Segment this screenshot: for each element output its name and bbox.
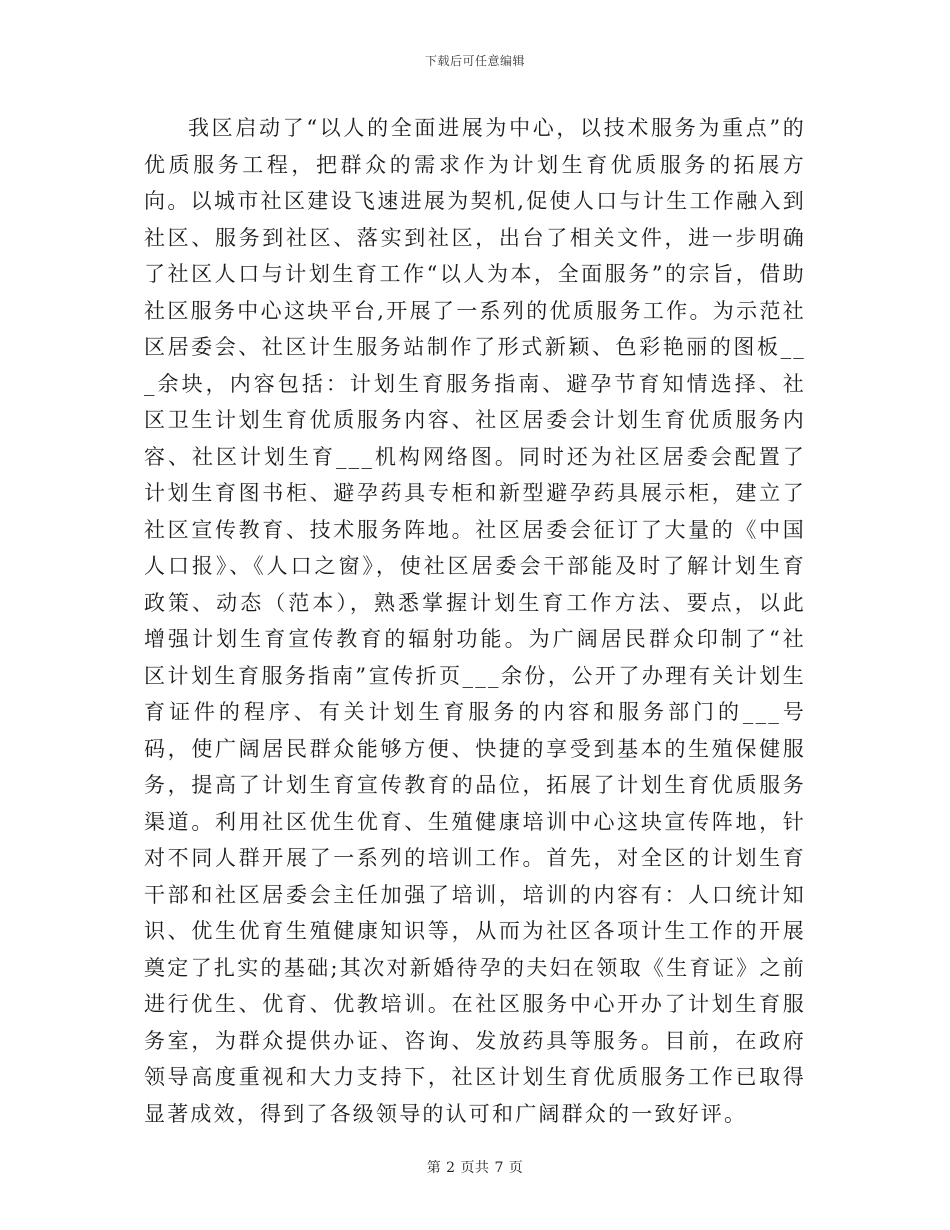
body-paragraph: 我区启动了“以人的全面进展为中心，以技术服务为重点”的优质服务工程，把群众的需求作为计划生育优质服务的拓展方向。以城市社区建设飞速进展为契机,促使人口与计生工作融入到社区、服务到社区、落实到社区，出台了相关文件，进一步明确了社区人口与计划生育工作“以人为本，全面服务”的宗旨，借助社区服务中心这块平台,开展了一系列的优质服务工作。为示范社区居委会、社区计生服务站制作了形式新颖、色彩艳丽的图板___余块，内容包括：计划生育服务指南、避孕节育知情选择、社区卫生计划生育优质服务内容、社区居委会计划生育优质服务内容、社区计划生育___机构网络图。同时还为社区居委会配置了计划生育图书柜、避孕药具专柜和新型避孕药具展示柜，建立了社区宣传教育、技术服务阵地。社区居委会征订了大量的《中国人口报》、《人口之窗》，使社区居委会干部能及时了解计划生育政策、动态（范本），熟悉掌握计划生育工作方法、要点，以此增强计划生育宣传教育的辐射功能。为广阔居民群众印制了“社区计划生育服务指南”宣传折页___余份，公开了办理有关计划生育证件的程序、有关计划生育服务的内容和服务部门的___号码，使广阔居民群众能够方便、快捷的享受到基本的生殖保健服务，提高了计划生育宣传教育的品位，拓展了计划生育优质服务渠道。利用社区优生优育、生殖健康培训中心这块宣传阵地，针对不同人群开展了一系列的培训工作。首先，对全区的计划生育干部和社区居委会主任加强了培训，培训的内容有：人口统计知识、优生优育生殖健康知识等，从而为社区各项计生工作的开展奠定了扎实的基础;其次对新婚待孕的夫妇在领取《生育证》之前进行优生、优育、优教培训。在社区服务中心开办了计划生育服务室，为群众提供办证、咨询、发放药具等服务。目前，在政府领导高度重视和大力支持下，社区计划生育优质服务工作已取得显著成效，得到了各级领导的认可和广阔群众的一致好评。 xyxy=(144,116,806,1126)
page-number-footer: 第 2 页共 7 页 xyxy=(426,1160,524,1176)
page-header-note: 下载后可任意编辑 xyxy=(424,54,525,68)
